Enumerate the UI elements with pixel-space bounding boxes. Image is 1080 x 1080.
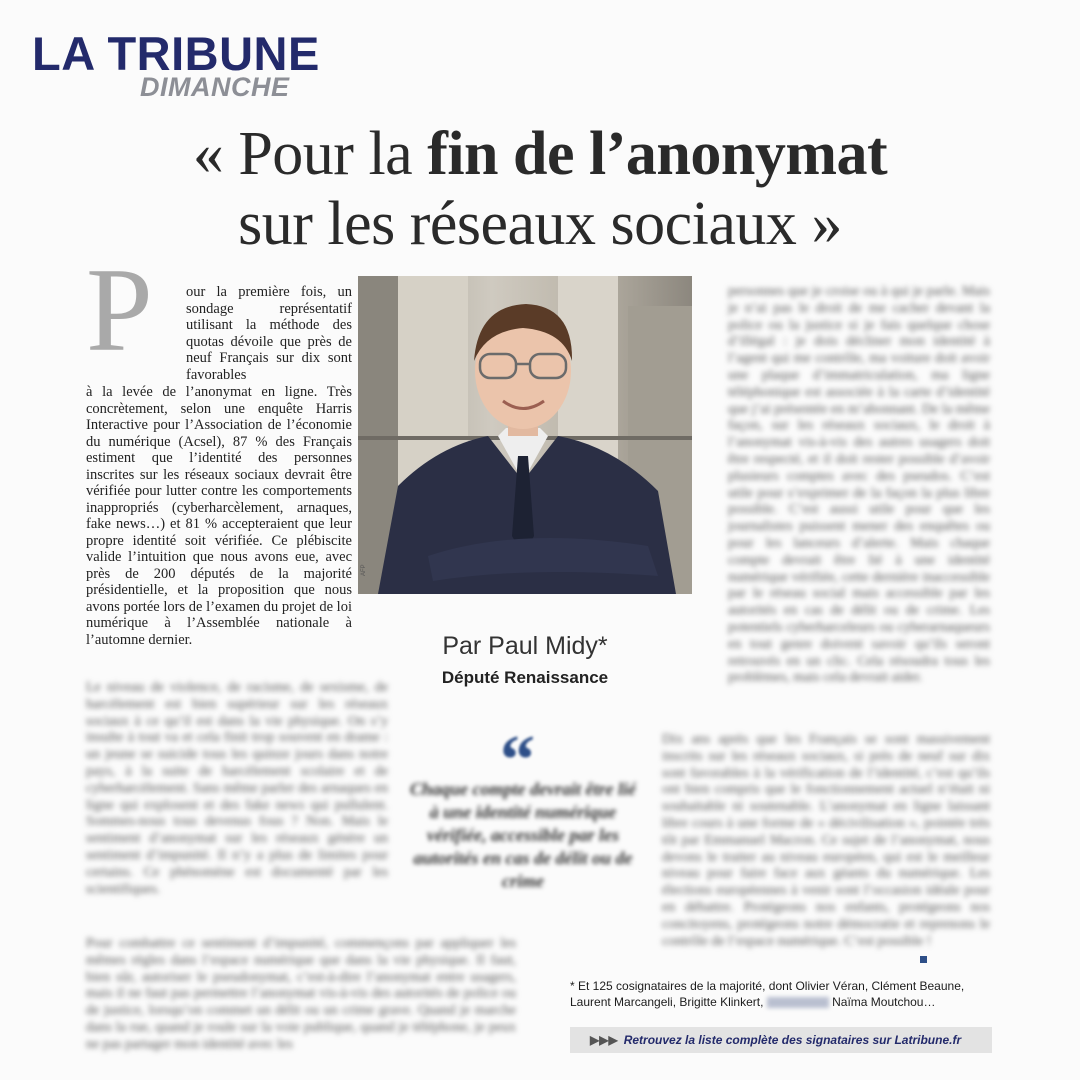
signatories-link-banner[interactable] <box>570 1027 992 1053</box>
signatories-footnote <box>570 978 990 1010</box>
blurred-column-right: personnes que je croise ou à qui je parle. Mais je n’ai pas le droit de me cacher devant la police ou la justice si je fais quelque chose d’illégal : je dois décliner mon identité à l’agent qui me contrôle, ma voiture doit avoir une plaque d’immatriculation, ma ligne téléphonique est associée à la carte d’identité que j’ai présentée en m’abonnant. De la même façon, sur les réseaux sociaux, le droit à l’anonymat vis-à-vis des autres usagers doit être respecté, et il doit rester possible d’avoir plusieurs comptes avec des pseudos. C’est utile pour s’exprimer de la façon la plus libre possible. C’est aussi utile pour que les journalistes puissent mener des enquêtes ou pour les lanceurs d’alerte. Mais chaque compte devrait être lié à une identité numérique vérifiée, cette dernière inaccessible par le réseau social mais accessible par les autorités en cas de délit ou de crime. Les potentiels cyberharceleurs ou cyberarnaqueurs en tout genre doivent savoir qu’ils seront retrouvés en un clic. Cela résoudra tous les problèmes, mais cela devrait aider. <box>728 284 990 686</box>
masthead-subtitle: DIMANCHE <box>140 72 290 102</box>
footnote-text-end: Naïma Moutchou… <box>828 995 936 1009</box>
author-photo <box>358 276 692 594</box>
footnote-text-start: * Et 125 cosignataires de la majorité, dont Olivier Véran, Clément Beaune, Laurent Marcangeli, Brigitte Klinkert, <box>570 979 965 1009</box>
triple-arrow-icon: ▶▶▶ <box>590 1033 618 1047</box>
redacted-name <box>767 997 829 1008</box>
author-portrait-illustration <box>358 276 692 594</box>
author-role: Député Renaissance <box>441 668 609 687</box>
blurred-column-left-bottom: Pour combattre ce sentiment d’impunité, commençons par appliquer les mêmes règles dans l’espace numérique que dans la vie physique. Il faut, bien sûr, autoriser le pseudonymat, c’est-à-dire l’anonymat entre usagers, mais il ne faut pas permettre l’anonymat vis-à-vis des autorités de police ou de justice, lorsqu’on commet un délit ou un crime grave. Quand je marche dans la rue, quand je roule sur la voie publique, quand je téléphone, je peux ne pas partager mon identité avec les <box>86 936 516 1052</box>
photo-credit: AFP <box>361 564 367 576</box>
intro-paragraph-bottom: à la levée de l’anonymat en ligne. Très concrètement, selon une enquête Harris Interactive pour l’Association de l’économie du numérique (Acsel), 87 % des Français estiment que l’identité des personnes inscrites sur les réseaux sociaux devrait être vérifiée pour lutter contre les comportements inappropriés (cyberharcèlement, arnaques, fake news…) et 81 % accepteraient que leur propre identité soit vérifiée. Ce plébiscite valide l’intuition que nous avons eue, avec près de 200 députés de la majorité présidentielle, et la proposition que nous avons portée lors de l’examen du projet de loi numérique à l’Assemblée nationale à l’automne dernier. <box>86 384 352 648</box>
masthead-title: LA TRIBUNE <box>32 27 320 80</box>
pull-quote: Chaque compte devrait être lié à une identité numérique vérifiée, accessible par les autorités en cas de délit ou de crime <box>410 779 636 891</box>
headline-line-2: sur les réseaux sociaux » <box>238 190 842 258</box>
end-mark-icon <box>920 956 927 963</box>
intro-paragraph-top: our la première fois, un sondage représentatif utilisant la méthode des quotas dévoile que près de neuf Français sur dix sont favorables <box>186 284 352 383</box>
headline-line-1 <box>80 120 1000 189</box>
blurred-column-left: Le niveau de violence, de racisme, de sexisme, de harcèlement est bien supérieur sur les réseaux sociaux à ce qu’il est dans la vie physique. On s’y insulte à tout va et cela finit trop souvent en drame : un jeune se suicide tous les quinze jours dans notre pays, à la suite de harcèlement scolaire et de cyberharcèlement. Sans même parler des arnaques en ligne qui explosent et des fake news qui pullulent. Sommes-nous tous devenus fous ? Non. Mais le sentiment d’anonymat sur les réseaux génère un sentiment d’impunité. Il n’y a plus de limites pour certains. Ce phénomène est documenté par les scientifiques. <box>86 680 388 897</box>
quote-mark-icon: “ <box>500 722 535 799</box>
author-byline: Par Paul Midy* <box>442 632 608 660</box>
blurred-column-right-lower: Dix ans après que les Français se sont massivement inscrits sur les réseaux sociaux, si près de neuf sur dix sont favorables à la vérification de l’identité, c’est qu’ils ont bien compris que le fonctionnement actuel n’était ni souhaitable ni soutenable. L’anonymat en ligne laissant libre cours à une forme de « décivilisation », pointée très tôt par Emmanuel Macron. Ce sujet de l’anonymat, nous devons le traiter au niveau européen, qui est le meilleur niveau pour faire face aux géants du numérique. Les élections européennes à venir sont l’occasion idéale pour en débattre. Protégeons nos enfants, protégeons nos concitoyens, protégeons notre démocratie et reprenons le contrôle de l’espace numérique. C’est possible ! <box>662 732 990 949</box>
drop-cap: P <box>86 243 153 376</box>
headline-open: « Pour la <box>192 120 428 188</box>
signatories-link-text[interactable]: Retrouvez la liste complète des signataires sur Latribune.fr <box>623 1033 962 1047</box>
headline-bold: fin de l’anonymat <box>427 120 888 188</box>
